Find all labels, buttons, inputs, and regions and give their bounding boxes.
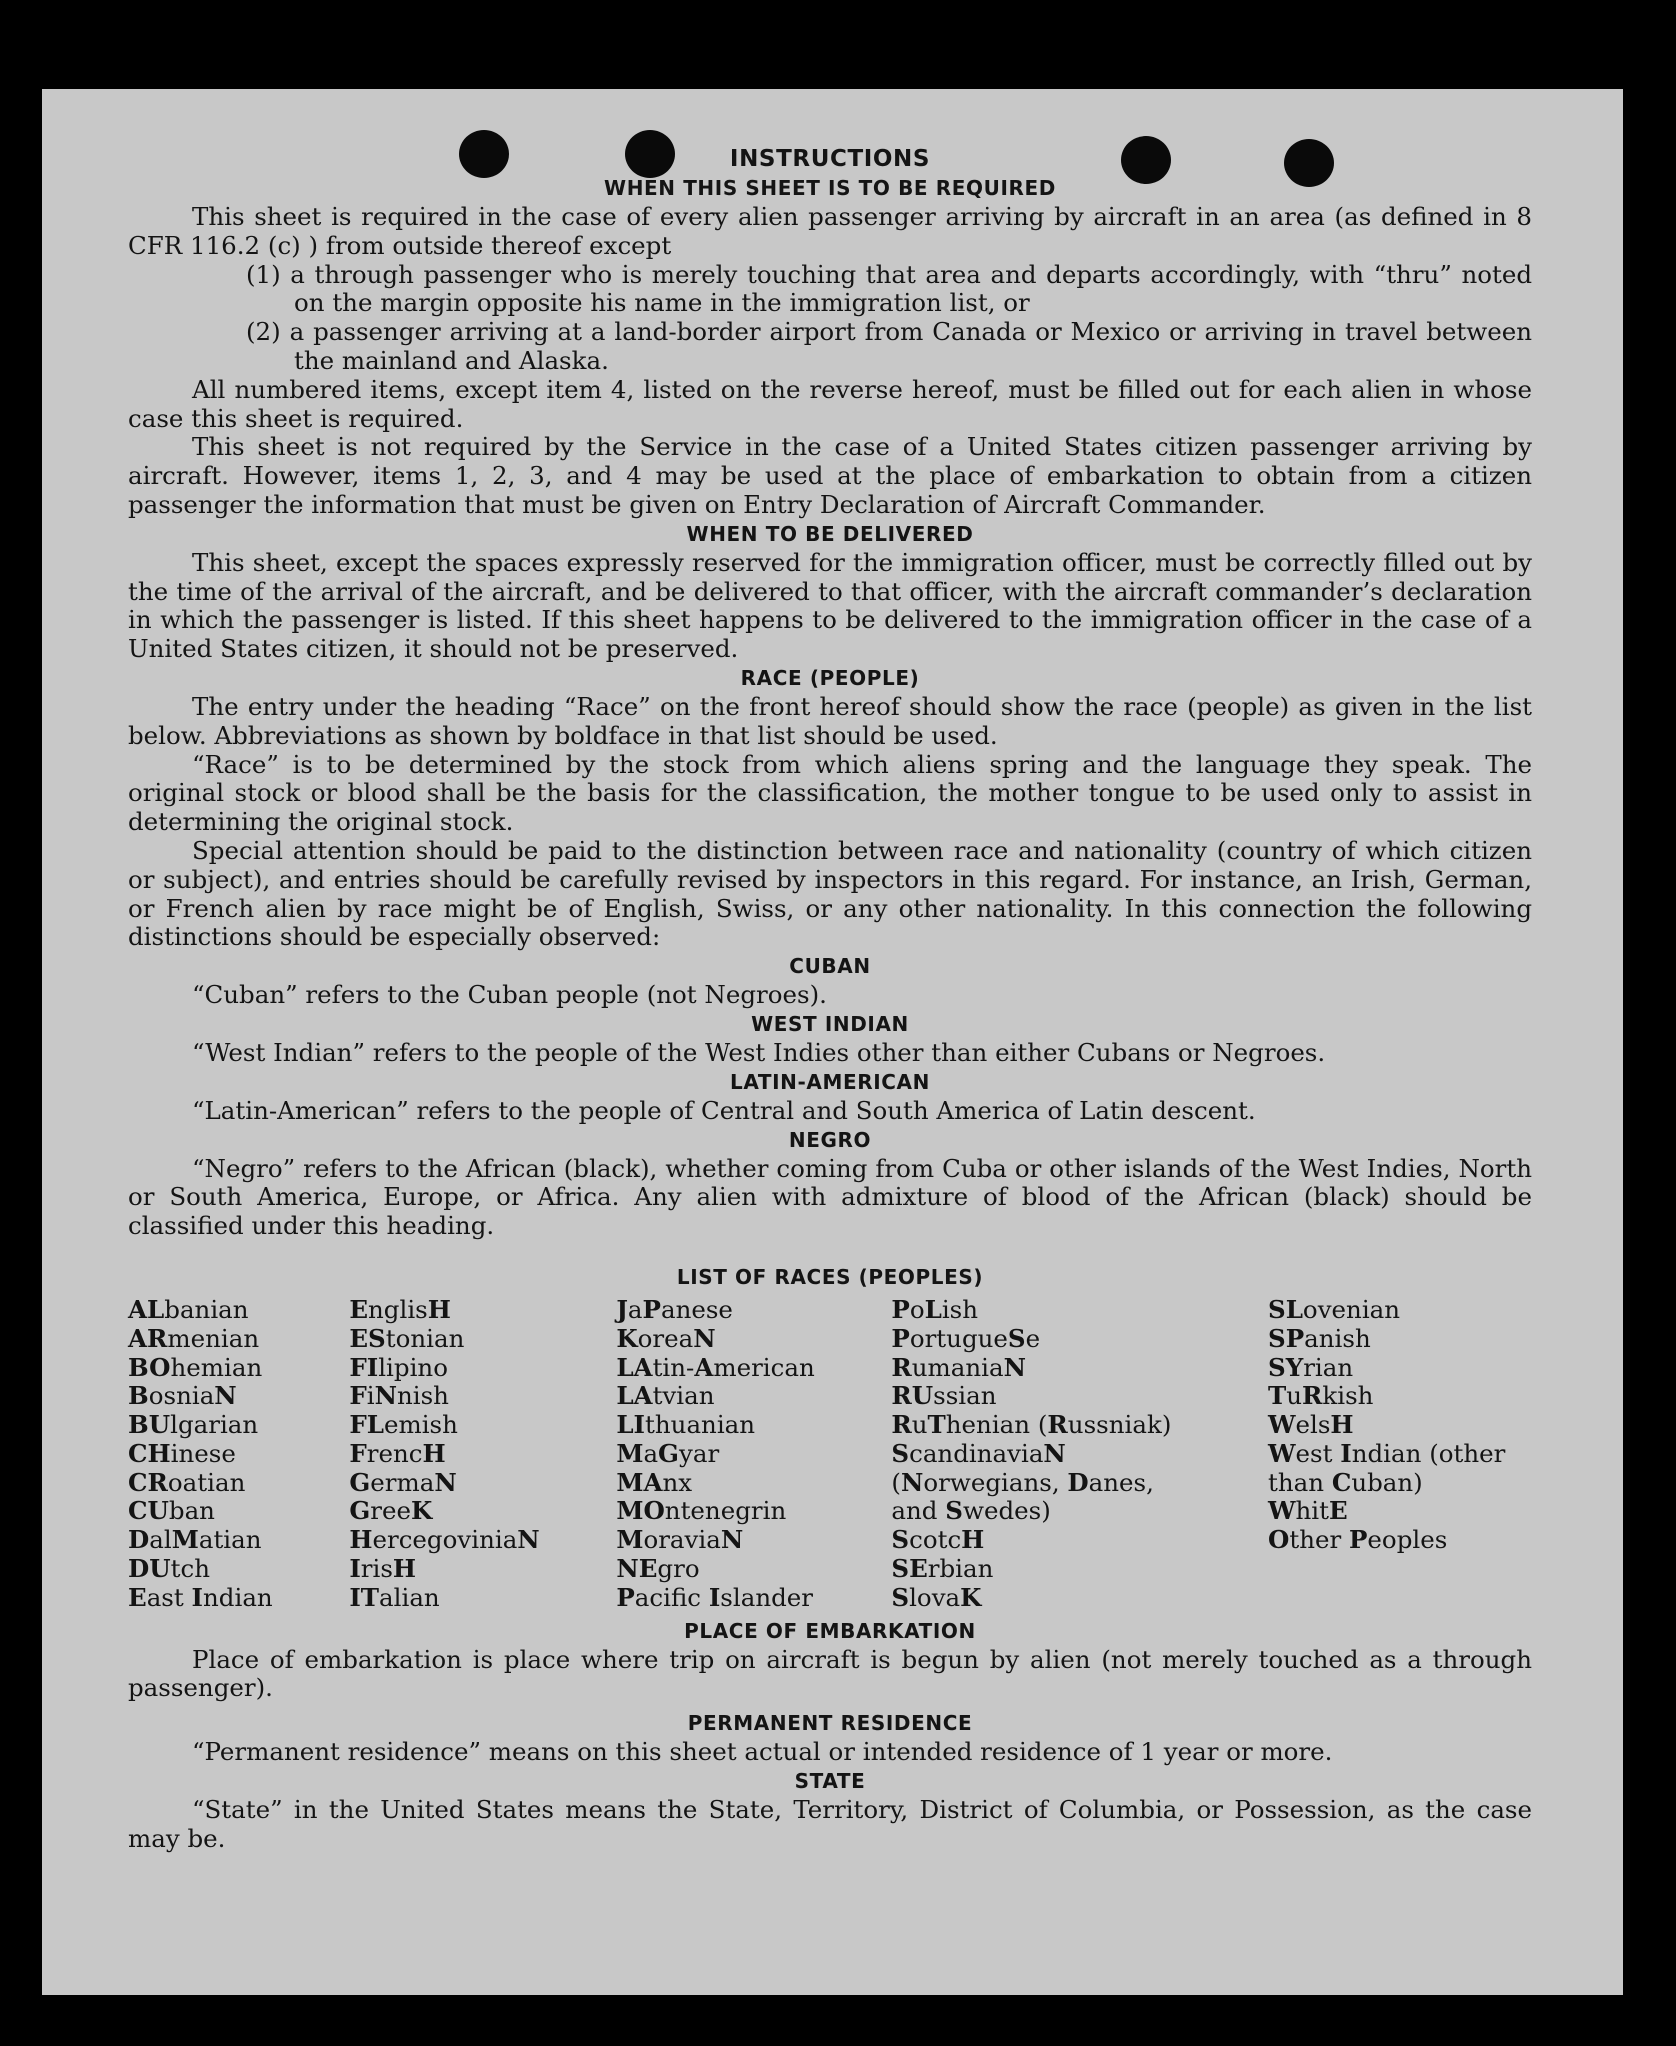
races-column — [1268, 1296, 1532, 1613]
races-column — [349, 1296, 539, 1613]
race-entry: CHinese — [128, 1438, 236, 1468]
race-entry: LIthuanian — [616, 1410, 756, 1440]
race-entry: SYrian — [1267, 1352, 1354, 1382]
race-entry: MaGyar — [616, 1438, 720, 1468]
paragraph: “West Indian” refers to the people of the West Indies other than either Cubans or Negroes. — [192, 1037, 1326, 1067]
race-entry: KoreaN — [616, 1323, 716, 1353]
paragraph: “Permanent residence” means on this sheet actual or intended residence of 1 year or more. — [192, 1737, 1333, 1767]
race-entry: SLovenian — [1267, 1294, 1401, 1324]
list-item: (2) a passenger arriving at a land-border airport from Canada or Mexico or arriving in travel between the mainland and Alaska. — [246, 317, 1532, 375]
section-heading-delivered: WHEN TO BE DELIVERED — [686, 521, 974, 546]
section-heading-list-of-races: LIST OF RACES (PEOPLES) — [676, 1264, 984, 1289]
paragraph: Special attention should be paid to the distinction between race and nationality (country of which citizen or subject), and entries should be carefully revised by inspectors in this regard. For instance, an Irish, German, or French alien by race might be of English, Swiss, or any other nationality. In this connection the following distinctions should be especially observed: — [128, 835, 1532, 952]
instructions-content — [128, 145, 1532, 1854]
race-entry: East Indian — [128, 1582, 273, 1612]
race-entry: LAtvian — [616, 1381, 715, 1411]
section-heading-latin-american: LATIN-AMERICAN — [730, 1069, 930, 1094]
race-entry: ScandinaviaN (Norwegians, Danes, and Swedes) — [891, 1438, 1154, 1526]
race-entry: CRoatian — [128, 1467, 246, 1497]
race-entry: MoraviaN — [616, 1525, 744, 1555]
race-entry: West Indian (other than Cuban) — [1267, 1438, 1506, 1497]
section-heading-embarkation: PLACE OF EMBARKATION — [684, 1618, 976, 1643]
paragraph: The entry under the heading “Race” on the front hereof should show the race (people) as given in the list below. Abbreviations as shown by boldface in that list should be used. — [128, 691, 1532, 750]
race-entry: ITalian — [349, 1582, 440, 1612]
race-entry: WelsH — [1267, 1410, 1354, 1440]
list-item: (1) a through passenger who is merely touching that area and departs accordingly, with “thru” noted on the margin opposite his name in the immigration list, or — [246, 259, 1532, 318]
race-entry: BosniaN — [128, 1381, 237, 1411]
race-entry: MOntenegrin — [616, 1496, 787, 1526]
race-entry: FiNnish — [349, 1381, 449, 1411]
section-heading-race: RACE (PEOPLE) — [740, 665, 920, 690]
race-entry: DalMatian — [128, 1525, 262, 1555]
paragraph: “Negro” refers to the African (black), whether coming from Cuba or other islands of the West Indies, North or South America, Europe, or Africa. Any alien with admixture of blood of the African (black) should be classified under this heading. — [128, 1153, 1532, 1241]
section-heading-state: STATE — [794, 1769, 866, 1794]
paragraph: “State” in the United States means the State, Territory, District of Columbia, or Possession, as the case may be. — [128, 1795, 1532, 1853]
races-column — [616, 1296, 814, 1613]
paragraph: This sheet, except the spaces expressly reserved for the immigration officer, must be correctly filled out by the time of the arrival of the aircraft, and be delivered to that officer, with the aircraft commander’s declaration in which the passenger is listed. If this sheet happens to be delivered to the immigration officer in the case of a United States citizen, it should not be preserved. — [128, 547, 1532, 664]
paragraph: “Cuban” refers to the Cuban people (not Negroes). — [192, 980, 827, 1010]
paragraph: This sheet is required in the case of every alien passenger arriving by aircraft in an area (as defined in 8 CFR 116.2 (c) ) from outside thereof except — [128, 202, 1532, 260]
race-entry: Other Peoples — [1267, 1525, 1448, 1555]
race-entry: NEgro — [616, 1554, 700, 1584]
race-entry: Pacifc Islander — [616, 1582, 813, 1612]
race-entry: EStonian — [349, 1323, 465, 1353]
paragraph: “Latin-American” refers to the people of Central and South America of Latin descent. — [192, 1095, 1256, 1125]
race-entry: EnglisH — [349, 1294, 451, 1324]
race-entry: RuThenian (Russniak) — [891, 1410, 1172, 1440]
race-entry: GermaN — [349, 1467, 457, 1497]
race-entry: CUban — [128, 1496, 215, 1526]
race-entry: PortugueSe — [891, 1323, 1041, 1353]
race-entry: WhitE — [1267, 1496, 1348, 1526]
section-heading-residence: PERMANENT RESIDENCE — [687, 1711, 973, 1736]
race-entry: RumaniaN — [891, 1352, 1027, 1382]
paragraph: Place of embarkation is place where trip on aircraft is begun by alien (not merely touched as a through passenger). — [128, 1644, 1532, 1703]
race-entry: SPanish — [1267, 1323, 1371, 1353]
race-entry: LAtin-American — [616, 1352, 815, 1382]
races-column — [891, 1296, 1191, 1613]
race-entry: ARmenian — [128, 1323, 260, 1353]
race-entry: SErbian — [891, 1554, 994, 1584]
section-heading-negro: NEGRO — [788, 1127, 872, 1152]
race-entry: MAnx — [616, 1467, 693, 1497]
section-heading-cuban: CUBAN — [789, 954, 871, 979]
page-title: INSTRUCTIONS — [729, 146, 931, 172]
race-entry: HercegoviniaN — [349, 1525, 540, 1555]
race-entry: ALbanian — [128, 1294, 249, 1324]
race-entry: BUlgarian — [128, 1410, 259, 1440]
paragraph: All numbered items, except item 4, listed on the reverse hereof, must be filled out for each alien in whose case this sheet is required. — [128, 374, 1532, 433]
race-entry: FLemish — [349, 1410, 458, 1440]
section-heading-required: WHEN THIS SHEET IS TO BE REQUIRED — [604, 176, 1056, 200]
race-entry: PoLish — [891, 1294, 979, 1324]
paragraph: “Race” is to be determined by the stock from which aliens spring and the language they speak. The original stock or blood shall be the basis for the classification, the mother tongue to be used only to assist in determining the original stock. — [128, 749, 1532, 837]
race-entry: ScotcH — [891, 1525, 985, 1555]
race-entry: GreeK — [349, 1496, 433, 1526]
paragraph: This sheet is not required by the Service in the case of a United States citizen passenger arriving by aircraft. However, items 1, 2, 3, and 4 may be used at the place of embarkation to obtain from a citizen passenger the information that must be given on Entry Declaration of Aircraft Commander. — [128, 432, 1532, 519]
document-sheet — [42, 89, 1623, 1995]
race-entry: FrencH — [349, 1438, 446, 1468]
race-entry: SlovaK — [891, 1582, 982, 1612]
race-entry: JaPanese — [616, 1294, 733, 1324]
races-column — [128, 1296, 273, 1613]
race-entry: IrisH — [349, 1554, 417, 1584]
races-list — [128, 1296, 1532, 1613]
section-heading-west-indian: WEST INDIAN — [751, 1011, 909, 1036]
race-entry: DUtch — [128, 1554, 210, 1584]
race-entry: FIlipino — [349, 1352, 448, 1382]
race-entry: TuRkish — [1267, 1381, 1374, 1411]
race-entry: RUssian — [891, 1381, 997, 1411]
race-entry: BOhemian — [128, 1352, 263, 1382]
